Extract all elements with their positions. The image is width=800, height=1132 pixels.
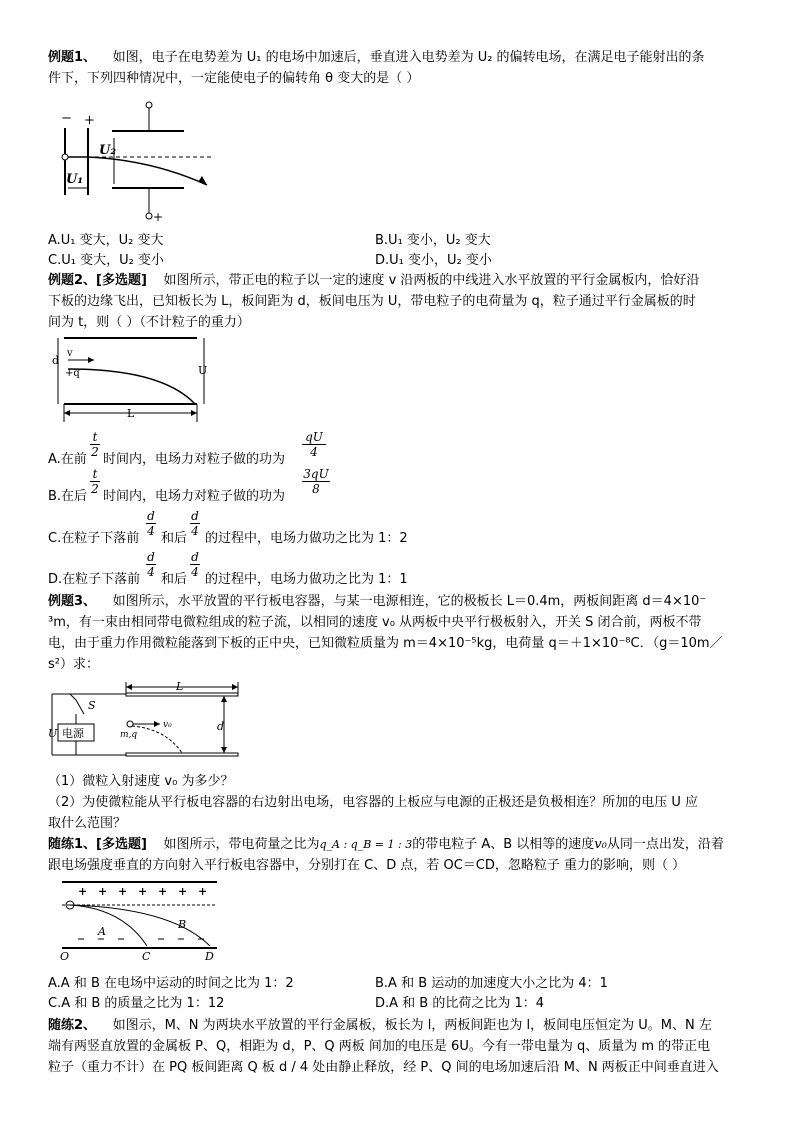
example-2-option-a-value: $\frac{qU}{4}$ [302,430,326,459]
example-1-option-c: C.U₁ 变大，U₂ 变小 [48,253,164,268]
practice-2-heading: 随练2、 [48,1018,97,1033]
practice-1-heading: 随练1、[多选题] [48,837,147,852]
example-2-option-c-mid: 和后 [161,531,188,546]
practice-1-v0: v₀ [594,837,607,852]
example-1-heading: 例题1、 [48,50,97,65]
example-2-option-a-text: 时间内，电场力对粒子做的功为 [103,452,286,467]
practice-1-options-row-1 [48,974,758,994]
example-2-option-d-frac-2: $\frac{d}{4}$ [191,550,199,579]
practice-1-option-c: C.A 和 B 的质量之比为 1：12 [48,996,225,1011]
svg-text:+: + [78,885,88,898]
practice-1-options-row-2 [48,994,758,1014]
example-1-option-d: D.U₁ 变小，U₂ 变小 [375,253,492,268]
example-1-line-1: 如图，电子在电势差为 U₁ 的电场中加速后，垂直进入电势差为 U₂ 的偏转电场，在满足电子能射出的条 [112,50,705,65]
fig1-plus: + [84,113,95,128]
example-3-line-3: 电，由于重力作用微粒能落到下板的正中央，已知微粒质量为 m＝4×10⁻⁵kg，电荷量 q＝＋1×10⁻⁸C．（g＝10m／ [48,636,723,651]
fig4-A: A [98,925,106,938]
example-2-text [48,270,758,333]
practice-1-ratio: q_A : q_B = 1 : 3 [319,838,413,851]
example-2-option-b-time-frac: $\frac{t}{2}$ [91,467,99,496]
fig3-v0: v₀ [163,720,172,730]
example-2-line-3: 间为 t，则（ ）（不计粒子的重力） [48,315,250,330]
example-2-heading: 例题2、[多选题] [48,273,147,288]
practice-1-option-d: D.A 和 B 的比荷之比为 1：4 [375,996,545,1011]
example-2-line-1: 如图所示，带正电的粒子以一定的速度 v 沿两板的中线进入水平放置的平行金属板内，恰好沿 [163,273,700,288]
fig2-U: U [198,364,208,377]
example-3-figure [48,674,248,768]
svg-text:+: + [118,885,128,898]
example-1-options-row-1 [48,231,758,251]
practice-1-option-b: B.A 和 B 运动的加速度大小之比为 4：1 [375,976,608,991]
svg-text:+: + [158,885,168,898]
practice-1-pre: 如图所示，带电荷量之比为 [163,837,320,852]
fig4-D: D [205,950,214,962]
example-1-options-row-2 [48,251,758,271]
practice-2-line-1: 如图示，M、N 为两块水平放置的平行金属板，板长为 l，两板间距也为 l，板间电压恒定为 U。M、N 左 [112,1018,712,1033]
fig4-B: B [178,918,187,931]
example-2-option-d-prefix: D.在粒子下落前 [48,572,141,587]
example-1-line-2: 件下，下列四种情况中，一定能使电子的偏转角 θ 变大的是（ ） [48,71,420,86]
example-2-figure [52,334,217,429]
svg-text:+: + [138,885,148,898]
fig2-d: d [52,354,60,367]
example-2-option-b-value: $\frac{3qU}{8}$ [303,467,329,496]
fig2-v: v [67,348,73,359]
example-3-question-2-line-1: （2）为使微粒能从平行板电容器的右边射出电场，电容器的上板应与电源的正极还是负极相连？所加的电压 U 应 [48,795,699,810]
practice-1-mid: 的带电粒子 A、B 以相等的速度 [412,837,595,852]
example-2-option-d-mid: 和后 [161,572,188,587]
fig1-u1: U₁ [66,172,84,187]
practice-1-post: 从同一点出发，沿着 [606,837,724,852]
fig1-u2: U₂ [99,143,117,158]
example-2-option-c-frac-2: $\frac{d}{4}$ [191,509,199,538]
fig3-source: 电源 [62,727,84,740]
fig3-L: L [176,680,184,693]
practice-1-figure [52,880,222,962]
example-1-figure [52,100,232,225]
practice-2-line-3: 粒子（重力不计）在 PQ 板间距离 Q 板 d / 4 处由静止释放，经 P、Q 间的电场加速后沿 M、N 两板正中间垂直进入 [48,1060,719,1075]
example-3-text [48,591,758,675]
fig2-q: +q [65,368,80,379]
example-2-option-c-prefix: C.在粒子下落前 [48,531,140,546]
example-3-line-1: 如图所示，水平放置的平行板电容器，与某一电源相连，它的极板长 L＝0.4m，两板间距离 d＝4×10⁻ [112,594,707,609]
svg-text:+: + [178,885,188,898]
example-2-line-2: 下板的边缘飞出，已知板长为 L，板间距为 d，板间电压为 U，带电粒子的电荷量为 q，粒子通过平行金属板的时 [48,294,696,309]
example-1-option-a: A.U₁ 变大，U₂ 变大 [48,233,164,248]
fig3-S: S [88,699,96,712]
example-2-option-d-frac-1: $\frac{d}{4}$ [147,550,155,579]
example-3-line-2: ³m，有一束由相同带电微粒组成的粒子流，以相同的速度 v₀ 从两板中央平行极板射入，开关 S 闭合前，两板不带 [48,615,702,630]
fig2-L: L [127,407,135,420]
fig4-C: C [142,950,151,962]
fig1-minus: − [61,111,72,126]
fig4-O: O [60,950,70,962]
svg-text:+: + [98,885,108,898]
practice-1-option-a: A.A 和 B 在电场中运动的时间之比为 1：2 [48,976,294,991]
practice-2-line-2: 端有两竖直放置的金属板 P、Q，相距为 d，P、Q 两板 间加的电压是 6U。今有一带电量为 q、质量为 m 的带正电 [48,1039,711,1054]
fig3-mq: m,q [120,730,138,740]
example-2-option-a-prefix: A.在前 [48,452,87,467]
fig1-plus-bottom: + [153,210,164,224]
fig3-U: U [48,727,58,740]
example-3-questions [48,771,758,834]
example-2-option-c-frac-1: $\frac{d}{4}$ [147,509,155,538]
example-1-text [48,47,758,89]
practice-1-text [48,834,758,876]
example-2-option-d-end: 的过程中，电场力做功之比为 1：1 [205,572,408,587]
practice-2-text [48,1015,758,1078]
example-3-line-4: s²）求： [48,657,99,672]
example-3-question-1: （1）微粒入射速度 v₀ 为多少？ [48,774,234,789]
fig3-d: d [217,720,225,733]
svg-text:+: + [198,885,208,898]
example-3-heading: 例题3、 [48,594,97,609]
example-2-option-c-end: 的过程中，电场力做功之比为 1：2 [205,531,408,546]
example-3-question-2-line-2: 取什么范围？ [48,816,127,831]
practice-1-line-2: 跟电场强度垂直的方向射入平行板电容器中，分别打在 C、D 点，若 OC＝CD，忽略粒子 重力的影响，则（ ） [48,858,686,873]
example-1-option-b: B.U₁ 变小，U₂ 变大 [375,233,491,248]
example-2-option-b-prefix: B.在后 [48,489,88,504]
example-2-option-a-time-frac: $\frac{t}{2}$ [91,430,99,459]
example-2-option-b-text: 时间内，电场力对粒子做的功为 [103,489,286,504]
